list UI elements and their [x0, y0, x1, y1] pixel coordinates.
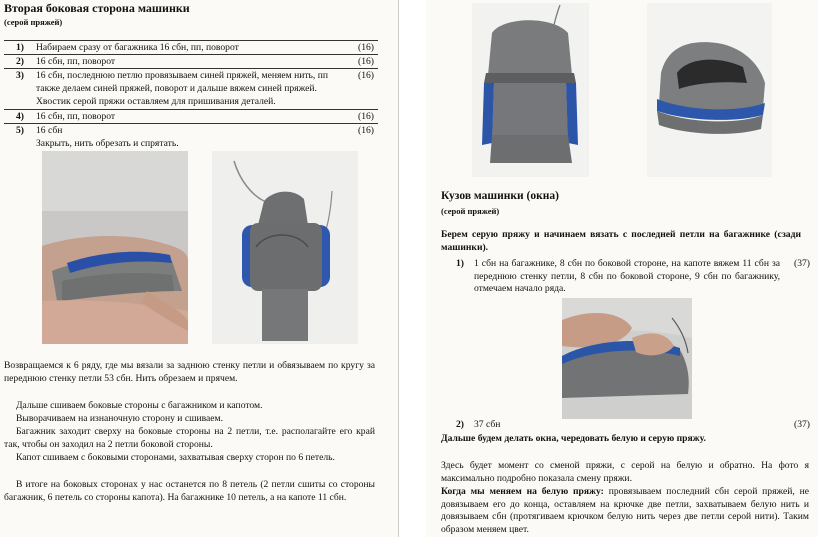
intro-text: Берем серую пряжу и начинаем вязать с последней петли на багажнике (сзади машинки). — [441, 229, 801, 253]
paragraph: Багажник заходит сверху на боковые стороны на 2 петли, т.е. располагайте его край так, чтобы он заходил на 2 петли боковой стороны. — [4, 426, 375, 450]
table-row: 5) 16 сбн (16) Закрыть, нить обрезать и спрятать. — [16, 125, 374, 149]
paragraph: Когда мы меняем на белую пряжу: провязываем последний сбн серой пряжей, не довязываем его до конца, оставляем на крючке две петли, захватываем белую нить и довязываем сбн (протягиваем крючком белую нить через две петли серой нити). Таким образом меняем цвет. — [441, 486, 810, 535]
table-rule — [4, 40, 378, 41]
row-text: 1 сбн на багажнике, 8 сбн по боковой стороне, на капоте вяжем 11 сбн за переднюю стенку петли, 8 сбн по боковой стороне, 9 сбн по багажнику, отмечаем начало ряда. — [474, 258, 780, 295]
crochet-photo-yarn-change — [562, 298, 692, 419]
row-number: 2) — [456, 419, 464, 430]
bold-note: Дальше будем делать окна, чередовать белую и серую пряжу. — [441, 433, 706, 444]
crochet-photo-topview — [472, 3, 589, 177]
paragraph: Здесь будет момент со сменой пряжи, с серой на белую и обратно. На фото я максимально подробно показала смену пряжи. — [441, 460, 809, 484]
paragraph: Дальше сшиваем боковые стороны с багажником и капотом. — [16, 400, 263, 411]
paragraph: Выворачиваем на изнаночную сторону и сшиваем. — [16, 413, 223, 424]
row-number: 1) — [456, 258, 464, 269]
section-title: Кузов машинки (окна) — [441, 190, 559, 202]
row-count: (37) — [794, 258, 810, 269]
crochet-photo-angled — [647, 3, 772, 177]
page-gutter — [398, 0, 426, 537]
right-page — [426, 0, 818, 537]
table-row: 3) 16 сбн, последнюю петлю провязываем синей пряжей, меняем нить, пп (16) также делаем синей пряжей, поворот и дальше вяжем синей пряжей. Хвостик серой пряжи оставляем для пришивания деталей. — [16, 70, 374, 107]
row-count: (37) — [794, 419, 810, 430]
crochet-photo-flat — [212, 151, 358, 344]
left-page: Вторая боковая сторона машинки (серой пряжей) 1) Набираем сразу от багажника 16 сбн, пп, поворот (16) 2) 16 сбн, пп, поворот (16) 3) 16 сбн, последнюю петлю провязываем синей пряжей, меняем нить, пп (16) также делаем синей пряжей, поворот и дальше вяжем синей пряжей. Хвостик серой пряжи оставляем для пришивания деталей. 4) 16 сбн, пп, поворот (16) 5) 16 сбн (16) Закрыть, нить обрезать и спрятать. Возвращаемся к 6 ряду, где мы вязали за заднюю стенку петли и обвязываем по кругу за переднюю стенку петли 53 сбн. Нить обрезаем и прячем. Дальше сшиваем боковые стороны с багажником и капотом. Выворачиваем на изнаночную сторону и сшиваем. Багажник заходит сверху на боковые стороны на 2 петли, т.е. располагайте его край так, чтобы он заходил на 2 петли боковой стороны. Капот сшиваем с боковыми сторонами, захватывая сверху сторон по 6 петель. В итоге на боковых сторонах у нас останется по 8 петель (2 петли сшиты со стороны багажник, 6 петель со стороны капота). На багажнике 10 петель, а на капоте 11 сбн. — [0, 0, 398, 537]
section-title: Вторая боковая сторона машинки — [4, 1, 190, 15]
paragraph: В итоге на боковых сторонах у нас останется по 8 петель (2 петли сшиты со стороны багажник, 6 петель со стороны капота). На багажнике 10 петель, а на капоте 11 сбн. — [4, 479, 375, 503]
paragraph: Капот сшиваем с боковыми сторонами, захватывая сверху сторон по 6 петель. — [16, 452, 335, 463]
section-subtitle: (серой пряжей) — [441, 206, 500, 216]
paragraph: Возвращаемся к 6 ряду, где мы вязали за заднюю стенку петли и обвязываем по кругу за переднюю стенку петли 53 сбн. Нить обрезаем и прячем. — [4, 360, 375, 384]
crochet-photo-held — [42, 151, 188, 344]
row-text: 37 сбн — [474, 419, 501, 430]
section-subtitle: (серой пряжей) — [4, 17, 63, 27]
